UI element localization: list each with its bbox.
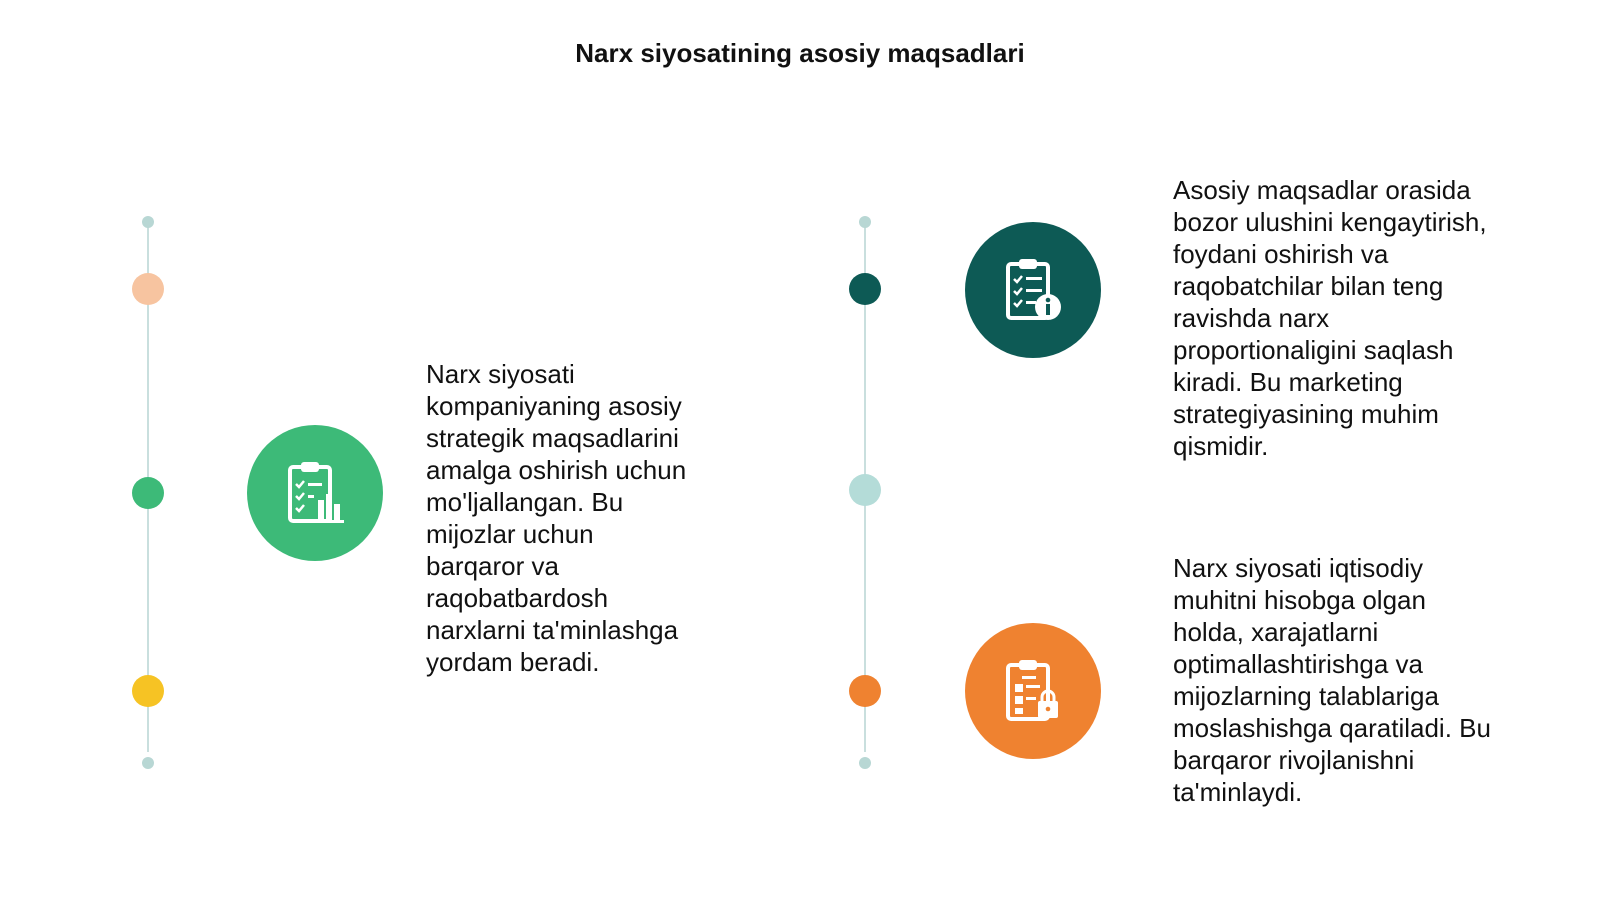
clipboard-lock-icon [998,656,1068,726]
item-text: Narx siyosati kompaniyaning asosiy strategik maqsadlarini amalga oshirish uchun mo'ljallangan. Bu mijozlar uchun barqaror va raqobatbardosh narxlarni ta'minlashga yordam beradi. [426,359,687,677]
timeline-end-dot [142,757,154,769]
timeline-dot [849,675,881,707]
item-icon-circle [965,222,1101,358]
item-icon-circle [965,623,1101,759]
clipboard-chart-icon [280,458,350,528]
timeline-dot [132,675,164,707]
item-text: Narx siyosati iqtisodiy muhitni hisobga olgan holda, xarajatlarni optimallashtirishga va mijozlarning talablariga moslashishga qaratiladi. Bu barqaror rivojlanishni ta'minlaydi. [1173,553,1491,807]
page-title: Narx siyosatining asosiy maqsadlari [575,38,1025,68]
timeline-end-dot [142,216,154,228]
clipboard-info-icon [998,255,1068,325]
timeline-end-dot [859,216,871,228]
timeline-dot [849,474,881,506]
item-icon-circle [247,425,383,561]
timeline-dot [132,273,164,305]
timeline-end-dot [859,757,871,769]
item-text: Asosiy maqsadlar orasida bozor ulushini kengaytirish, foydani oshirish va raqobatchilar bilan teng ravishda narx proportionaligini saqlash kiradi. Bu marketing strategiyasining muhim qismidir. [1173,175,1487,461]
timeline-dot [132,477,164,509]
timeline-dot [849,273,881,305]
